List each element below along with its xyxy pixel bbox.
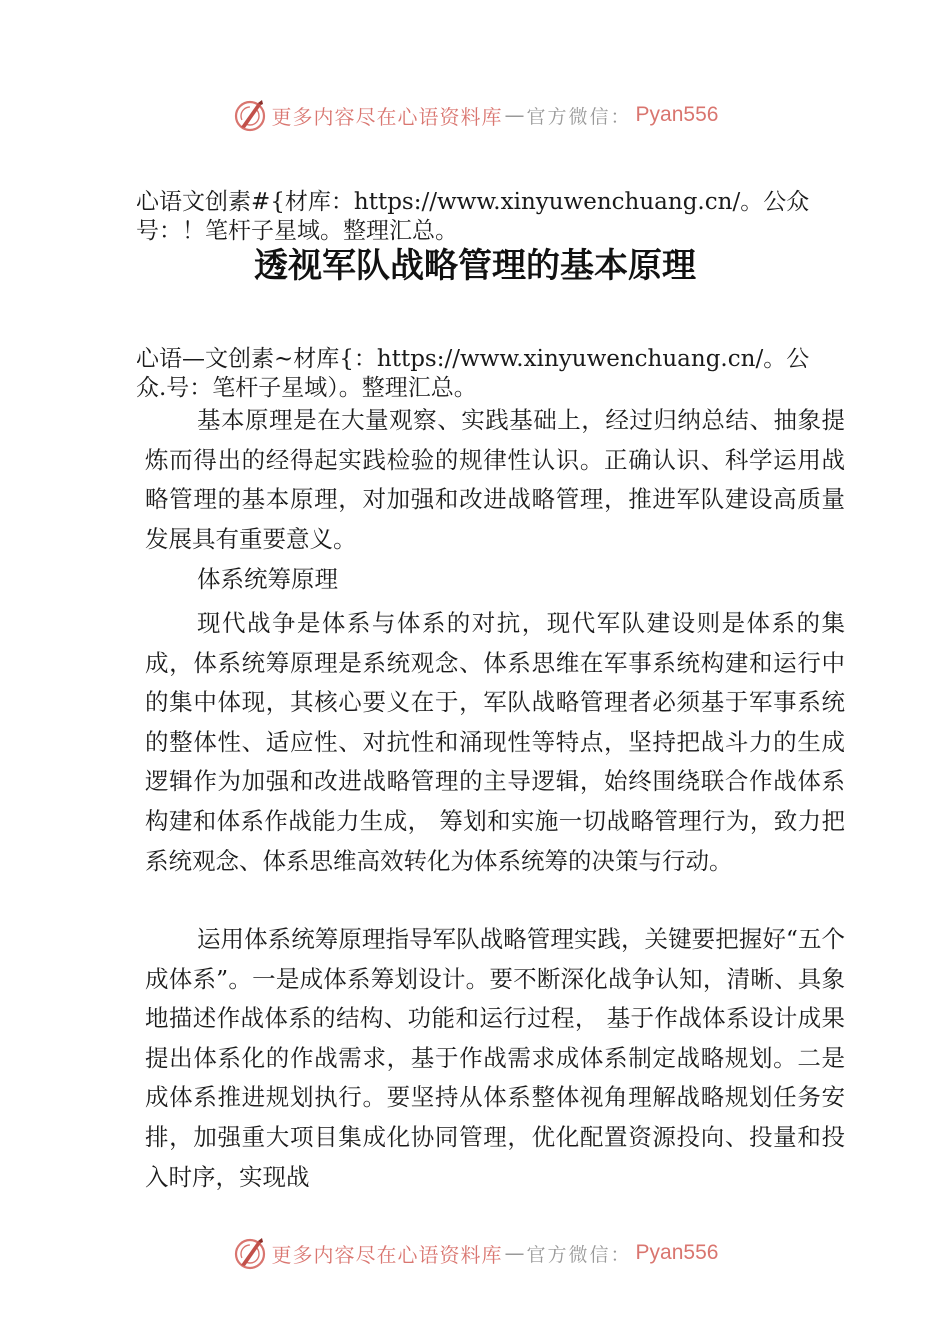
source-note-1-line-2: 号：！笔杆子星域。整理汇总。 bbox=[136, 218, 458, 244]
section-block bbox=[145, 560, 845, 600]
intro-paragraph: 基本原理是在大量观察、实践基础上，经过归纳总结、抽象提炼而得出的经得起实践检验的规律性认识。正确认识、科学运用战略管理的基本原理，对加强和改进战略管理，推进军队建设高质量发展具有重要意义。 bbox=[145, 406, 845, 553]
paragraph-block-1 bbox=[145, 604, 845, 881]
paragraph-1: 现代战争是体系与体系的对抗，现代军队建设则是体系的集成，体系统筹原理是系统观念、体系思维在军事系统构建和运行中的集中体现，其核心要义在于，军队战略管理者必须基于军事系统的整体性、适应性、对抗性和涌现性等特点，坚持把战斗力的生成逻辑作为加强和改进战略管理的主导逻辑，始终围绕联合作战体系构建和体系作战能力生成， 筹划和实施一切战略管理行为，致力把系统观念、体系思维高效转化为体系统筹的决策与行动。 bbox=[145, 609, 845, 875]
paragraph-block-2 bbox=[145, 920, 845, 1197]
brush-logo-icon bbox=[232, 1235, 268, 1271]
source-note-1-line-1: 心语文创素#{材库：https://www.xinyuwenchuang.cn/。公众 bbox=[136, 189, 810, 215]
banner-text: 更多内容尽在心语资料库 bbox=[271, 104, 503, 129]
footer-watermark-banner bbox=[0, 1233, 950, 1273]
section-heading: 体系统筹原理 bbox=[197, 565, 338, 593]
document-title: 透视军队战略管理的基本原理 bbox=[254, 246, 696, 286]
header-watermark-banner bbox=[0, 95, 950, 135]
banner-wechat-label: 官方微信： bbox=[526, 105, 632, 128]
banner-separator: — bbox=[504, 103, 525, 127]
banner-wechat-label: 官方微信： bbox=[526, 1243, 632, 1266]
banner-text: 更多内容尽在心语资料库 bbox=[271, 1242, 503, 1267]
source-note-2-line-2: 众.号：笔杆子星域）。整理汇总。 bbox=[136, 375, 477, 401]
brush-logo-icon bbox=[232, 97, 268, 133]
banner-wechat-id: Pyan556 bbox=[635, 1241, 719, 1264]
source-note-2-line-1: 心语—文创素~材库{：https://www.xinyuwenchuang.cn/。公 bbox=[136, 346, 810, 372]
banner-separator: — bbox=[504, 1241, 525, 1265]
body-text bbox=[145, 401, 845, 559]
paragraph-2: 运用体系统筹原理指导军队战略管理实践，关键要把握好“五个成体系”。一是成体系筹划设计。要不断深化战争认知，清晰、具象地描述作战体系的结构、功能和运行过程， 基于作战体系设计成果提出体系化的作战需求，基于作战需求成体系制定战略规划。二是成体系推进规划执行。要坚持从体系整体视角理解战略规划任务安排，加强重大项目集成化协同管理，优化配置资源投向、投量和投入时序，实现战 bbox=[145, 925, 845, 1191]
banner-wechat-id: Pyan556 bbox=[635, 103, 719, 126]
